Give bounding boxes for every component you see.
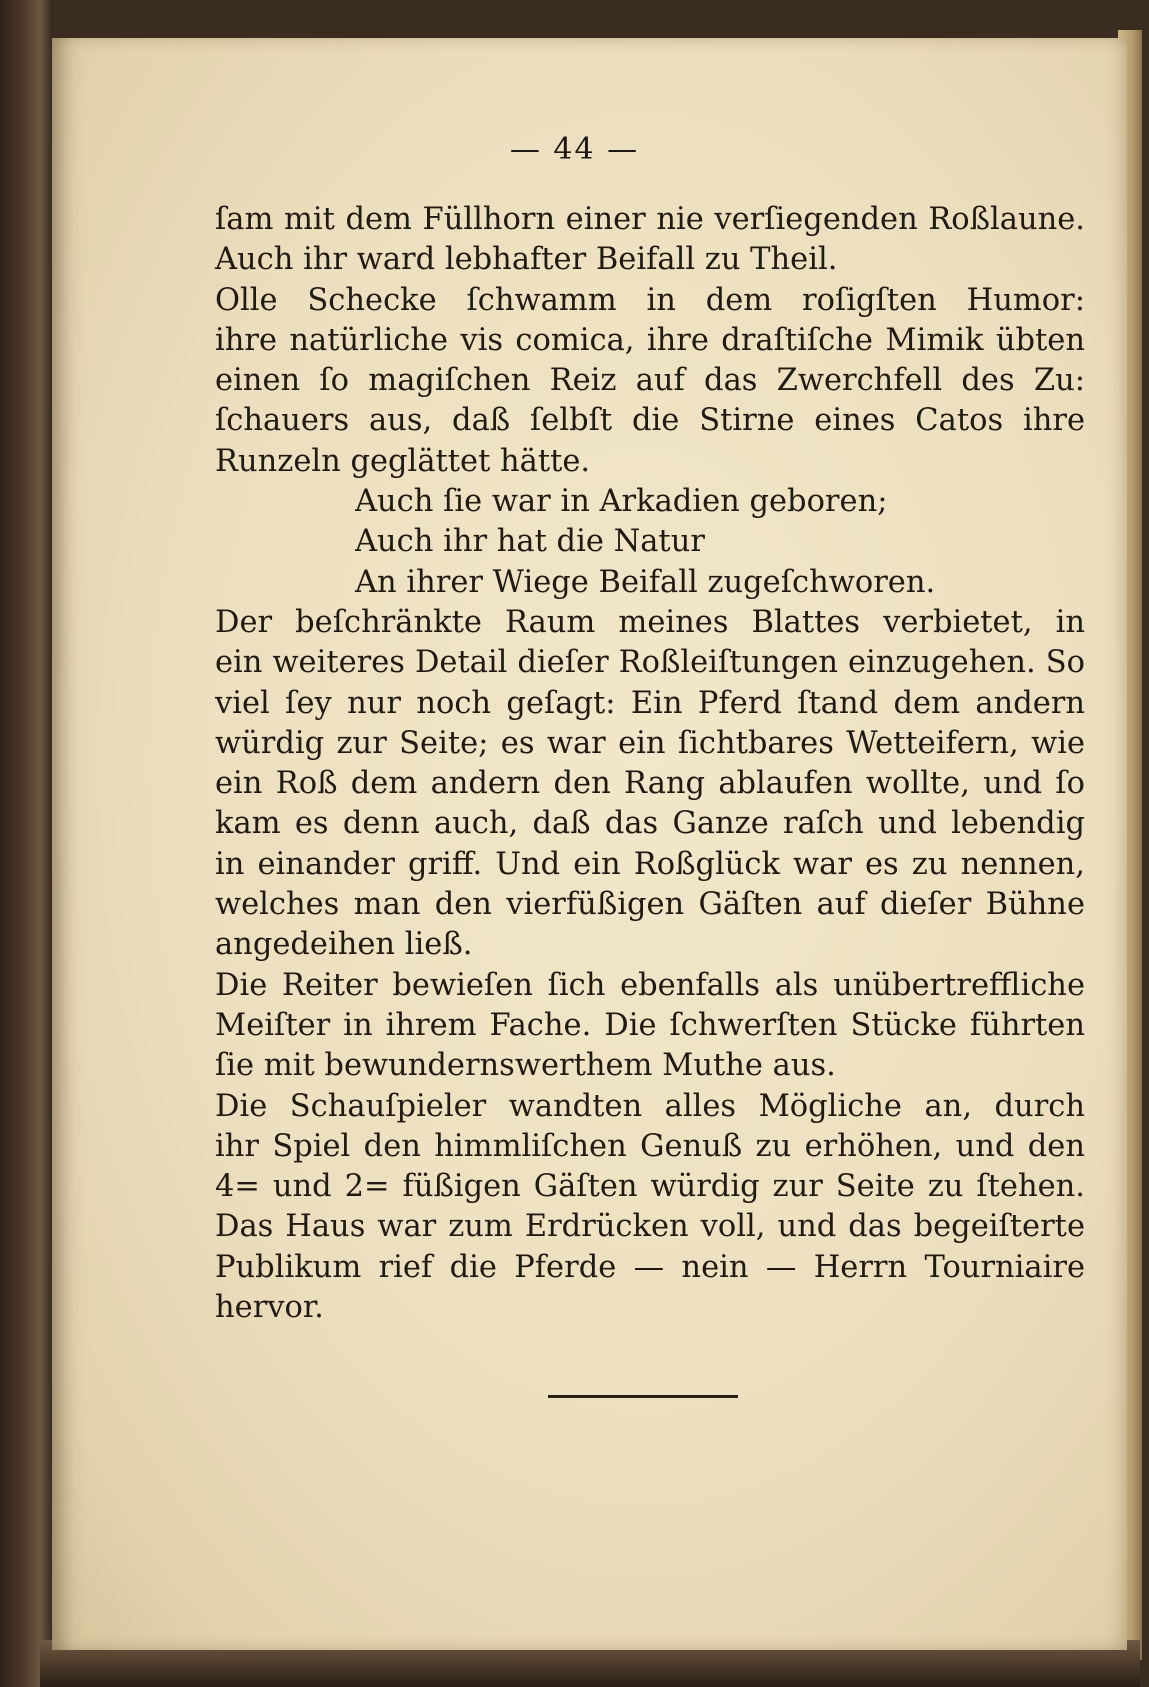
text-line: Auch ihr hat die Natur [355, 524, 705, 560]
text-line: würdig zur Seite; es war ein ſichtbares Wetteifern, wie [215, 725, 1085, 761]
text-line: hervor. [215, 1290, 324, 1326]
text-line: angedeihen ließ. [215, 927, 473, 963]
text-line: Olle Schecke ſchwamm in dem roſigſten Humor: [215, 282, 1085, 318]
text-line: Publikum rief die Pferde — nein — Herrn Tourniaire [215, 1249, 1085, 1285]
text-line: viel ſey nur noch geſagt: Ein Pferd ſtand dem andern [215, 685, 1085, 721]
text-line: ſchauers aus, daß ſelbſt die Stirne eines Catos ihre [215, 403, 1085, 439]
text-line: Die Schauſpieler wandten alles Mögliche an, durch [215, 1088, 1085, 1124]
text-line: ihr Spiel den himmliſchen Genuß zu erhöhen, und den [215, 1128, 1085, 1164]
page-text [215, 200, 1085, 1328]
text-line: welches man den vierfüßigen Gäſten auf dieſer Bühne [215, 887, 1085, 923]
text-line: kam es denn auch, daß das Ganze raſch und lebendig [215, 806, 1085, 842]
text-line: Das Haus war zum Erdrücken voll, und das begeiſterte [215, 1209, 1085, 1245]
text-line: An ihrer Wiege Beifall zugeſchworen. [355, 564, 936, 600]
page-number: — 44 — [509, 132, 640, 167]
text-line: ſie mit bewundernswerthem Muthe aus. [215, 1048, 836, 1084]
text-line: Meiſter in ihrem Fache. Die ſchwerſten Stücke führten [215, 1007, 1085, 1043]
text-line: ſam mit dem Füllhorn einer nie verſiegenden Roßlaune. [215, 202, 1085, 237]
text-line: 4= und 2= füßigen Gäſten würdig zur Seite zu ſtehen. [215, 1169, 1085, 1205]
section-end-rule [548, 1395, 738, 1398]
text-line: ihre natürliche vis comica, ihre draſtiſche Mimik übten [215, 322, 1085, 358]
text-line: Auch ihr ward lebhafter Beifall zu Theil. [215, 242, 838, 278]
text-line: Runzeln geglättet hätte. [215, 443, 591, 479]
text-line: einen ſo magiſchen Reiz auf das Zwerchfell des Zu: [215, 363, 1085, 399]
text-line: ein weiteres Detail dieſer Roßleiſtungen einzugehen. So [215, 645, 1085, 681]
text-line: Der beſchränkte Raum meines Blattes verbietet, in [215, 604, 1085, 640]
text-line: Auch ſie war in Arkadien geboren; [355, 484, 888, 520]
text-line: Die Reiter bewieſen ſich ebenfalls als unübertreffliche [215, 967, 1085, 1003]
text-line: in einander griff. Und ein Roßglück war es zu nennen, [215, 846, 1085, 882]
text-line: ein Roß dem andern den Rang ablaufen wollte, und ſo [215, 766, 1085, 802]
